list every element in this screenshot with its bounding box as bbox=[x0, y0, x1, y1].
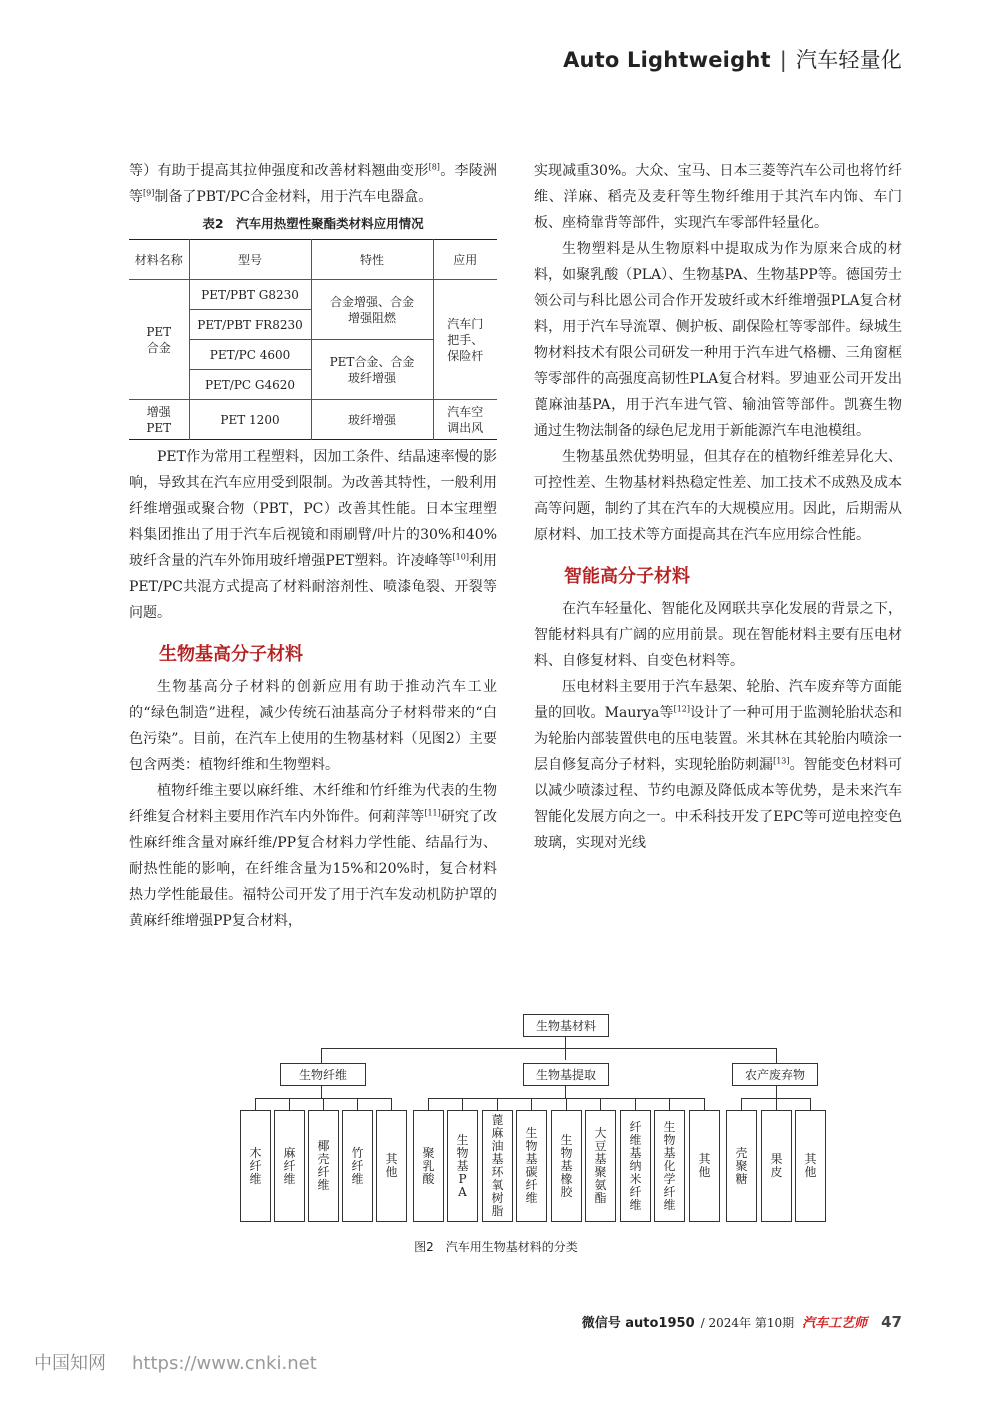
tree-leaf-node bbox=[689, 1110, 720, 1222]
figure-bio-materials-tree bbox=[235, 1010, 835, 1242]
leaf-label: 其他 bbox=[698, 1152, 711, 1179]
tree-connector bbox=[776, 1086, 777, 1098]
tree-leaf-node bbox=[654, 1110, 685, 1222]
leaf-label: 聚乳酸 bbox=[422, 1145, 435, 1186]
header-chinese-title: 汽车轻量化 bbox=[796, 48, 902, 72]
leaf-label: 木纤维 bbox=[249, 1145, 262, 1186]
table-header-cell: 应用 bbox=[433, 240, 497, 280]
tree-leaf-node bbox=[447, 1110, 478, 1222]
leaf-label: 大豆基聚氨酯 bbox=[594, 1126, 607, 1205]
tree-leaf-node bbox=[413, 1110, 444, 1222]
tree-connector bbox=[391, 1098, 392, 1110]
tree-connector bbox=[497, 1098, 498, 1110]
tree-connector bbox=[810, 1098, 811, 1110]
text-run: 。智能变色材料可以减少喷漆过程、节约电源及降低成本等优势，是未来汽车智能化发展方向之一。中禾科技开发了EPC等可逆电控变色玻璃，实现对光线 bbox=[534, 757, 903, 851]
leaf-label: 生物基橡胶 bbox=[560, 1132, 573, 1199]
text-run: 等）有助于提高其拉伸强度和改善材料翘曲变形 bbox=[129, 163, 429, 179]
text-run: 设计了一种可用于监测轮胎状态和为轮胎内部装置供电的压电装置。米其林在其轮胎内喷涂一层自修复高分子材料，实现轮胎防刺漏 bbox=[534, 705, 902, 773]
table-cell-model: PET 1200 bbox=[189, 400, 311, 440]
text-run: PET作为常用工程塑料，因加工条件、结晶速率慢的影响，导致其在汽车应用受到限制。为改善其特性，一般利用纤维增强或聚合物（PBT，PC）改善其性能。日本宝理塑料集团推出了用于汽车后视镜和雨刷臂/叶片的30%和40%玻纤含量的汽车外饰用玻纤增强PET塑料。许凌峰等 bbox=[129, 449, 497, 569]
left-column bbox=[129, 158, 497, 934]
citation-ref: [12] bbox=[673, 704, 690, 714]
tree-connector bbox=[566, 1098, 567, 1110]
tree-leaf-node bbox=[376, 1110, 407, 1222]
tree-connector bbox=[565, 1086, 566, 1098]
tree-connector bbox=[321, 1048, 777, 1049]
tree-connector bbox=[635, 1098, 636, 1110]
tree-connector bbox=[704, 1098, 705, 1110]
leaf-label: 果皮 bbox=[770, 1152, 783, 1179]
figure-caption: 图2 汽车用生物基材料的分类 bbox=[414, 1240, 578, 1254]
cell-text: 汽车空调出风 bbox=[447, 404, 484, 435]
cell-text: 合金增强、合金增强阻燃 bbox=[329, 294, 414, 325]
page-footer bbox=[582, 1312, 902, 1331]
leaf-label: 生物基PA bbox=[456, 1132, 469, 1199]
cnki-watermark bbox=[34, 1349, 317, 1375]
leaf-label: 其他 bbox=[385, 1152, 398, 1179]
tree-leaf-node bbox=[274, 1110, 305, 1222]
header-english-title: Auto Lightweight bbox=[563, 48, 771, 72]
tree-leaf-node bbox=[482, 1110, 513, 1222]
tree-leaf-node bbox=[308, 1110, 339, 1222]
leaf-label: 壳聚糖 bbox=[735, 1145, 748, 1186]
tree-category-node: 生物基提取 bbox=[523, 1063, 609, 1086]
tree-leaf-node bbox=[551, 1110, 582, 1222]
materials-table bbox=[129, 239, 497, 440]
page-number: 47 bbox=[881, 1313, 902, 1331]
tree-category-node: 农产废弃物 bbox=[732, 1063, 818, 1086]
watermark-name: 中国知网 bbox=[34, 1353, 106, 1374]
footer-issue: / 2024年 第10期 bbox=[700, 1316, 795, 1330]
section-heading-smart: 智能高分子材料 bbox=[564, 566, 690, 587]
tree-connector bbox=[357, 1098, 358, 1110]
tree-leaf-node bbox=[620, 1110, 651, 1222]
right-column bbox=[534, 158, 902, 856]
table-header-cell: 材料名称 bbox=[129, 240, 189, 280]
table-row bbox=[129, 400, 497, 440]
right-paragraph-3: 在汽车轻量化、智能化及网联共享化发展的背景之下，智能材料具有广阔的应用前景。现在智能材料主要有压电材料、自修复材料、自变色材料等。 bbox=[534, 601, 902, 669]
leaf-label: 竹纤维 bbox=[351, 1145, 364, 1186]
left-paragraph-0 bbox=[129, 158, 497, 210]
right-paragraph-0: 实现减重30%。大众、宝马、日本三菱等汽车公司也将竹纤维、洋麻、稻壳及麦秆等生物纤维用于其汽车内饰、车门板、座椅靠背等部件，实现汽车零部件轻量化。 bbox=[534, 163, 902, 231]
citation-ref: [11] bbox=[424, 808, 441, 818]
header-separator: | bbox=[779, 48, 787, 72]
tree-connector bbox=[462, 1098, 463, 1110]
table-row bbox=[129, 280, 497, 310]
table-cell-property bbox=[311, 340, 433, 400]
text-run: 植物纤维主要以麻纤维、木纤维和竹纤维为代表的生物纤维复合材料主要用作汽车内外饰件。何莉萍等 bbox=[129, 783, 497, 825]
text-run: 压电材料主要用于汽车悬架、轮胎、汽车废弃等方面能量的回收。Maurya等 bbox=[534, 679, 902, 721]
table-cell-model: PET/PC G4620 bbox=[189, 370, 311, 400]
tree-connector bbox=[600, 1098, 601, 1110]
footer-wechat-id: 微信号 auto1950 bbox=[581, 1316, 695, 1331]
tree-leaf-node bbox=[761, 1110, 792, 1222]
leaf-label: 生物基碳纤维 bbox=[525, 1126, 538, 1205]
tree-leaf-node bbox=[240, 1110, 271, 1222]
tree-connector bbox=[741, 1098, 742, 1110]
table-cell-property bbox=[311, 280, 433, 340]
tree-connector bbox=[255, 1098, 256, 1110]
citation-ref: [13] bbox=[773, 756, 790, 766]
table-cell-model: PET/PBT FR8230 bbox=[189, 310, 311, 340]
footer-journal-logo: 汽车工艺师 bbox=[802, 1316, 868, 1331]
tree-connector bbox=[321, 1086, 322, 1098]
table-cell-model: PET/PC 4600 bbox=[189, 340, 311, 370]
tree-category-node: 生物纤维 bbox=[280, 1063, 366, 1086]
tree-root-node: 生物基材料 bbox=[523, 1014, 609, 1037]
tree-connector bbox=[776, 1048, 777, 1063]
right-paragraph-2: 生物基虽然优势明显，但其存在的植物纤维差异化大、可控性差、生物基材料热稳定性差、加工技术不成熟及成本高等问题，制约了其在汽车的大规模应用。因此，后期需从原材料、加工技术等方面提高其在汽车应用综合性能。 bbox=[534, 449, 902, 543]
watermark-url: https://www.cnki.net bbox=[132, 1353, 317, 1374]
tree-connector bbox=[669, 1098, 670, 1110]
tree-connector bbox=[428, 1098, 429, 1110]
left-paragraph-1 bbox=[129, 444, 497, 626]
cell-text: 汽车门把手、保险杆 bbox=[447, 316, 484, 363]
table-cell-property: 玻纤增强 bbox=[311, 400, 433, 440]
tree-connector bbox=[321, 1048, 322, 1063]
leaf-label: 麻纤维 bbox=[283, 1145, 296, 1186]
leaf-label: 生物基化学纤维 bbox=[663, 1119, 676, 1212]
cell-text: PET合金 bbox=[146, 324, 172, 355]
right-paragraph-1: 生物塑料是从生物原料中提取成为作为原来合成的材料，如聚乳酸（PLA）、生物基PA、生物基PP等。德国劳士领公司与科比恩公司合作开发玻纤或木纤维增强PLA复合材料，用于汽车导流罩、侧护板、副保险杠等零部件。绿城生物材料技术有限公司研发一种用于汽车进气格栅、三角窗框等零部件的高强度高韧性PLA复合材料。罗迪亚公司开发出蓖麻油基PA，用于汽车进气管、输油管等部件。凯赛生物通过生物法制备的绿色尼龙用于新能源汽车电池模组。 bbox=[534, 241, 902, 439]
tree-connector bbox=[323, 1098, 324, 1110]
table-cell-application bbox=[433, 280, 497, 400]
text-run: 制备了PBT/PC合金材料，用于汽车电器盒。 bbox=[154, 189, 433, 205]
table-header-cell: 型号 bbox=[189, 240, 311, 280]
left-paragraph-3 bbox=[129, 778, 497, 934]
table-header-cell: 特性 bbox=[311, 240, 433, 280]
section-heading-bio: 生物基高分子材料 bbox=[159, 644, 303, 665]
running-header bbox=[563, 44, 902, 74]
left-paragraph-2: 生物基高分子材料的创新应用有助于推动汽车工业的“绿色制造”进程，减少传统石油基高分子材料带来的“白色污染”。目前，在汽车上使用的生物基材料（见图2）主要包含两类：植物纤维和生物塑料。 bbox=[129, 679, 497, 773]
tree-connector bbox=[289, 1098, 290, 1110]
tree-leaf-node bbox=[795, 1110, 826, 1222]
tree-leaf-node bbox=[342, 1110, 373, 1222]
table-cell-model: PET/PBT G8230 bbox=[189, 280, 311, 310]
text-run: 研究了改性麻纤维含量对麻纤维/PP复合材料力学性能、结晶行为、耐热性能的影响，在纤维含量为15%和20%时，复合材料热力学性能最佳。福特公司开发了用于汽车发动机防护罩的黄麻纤维增强PP复合材料， bbox=[129, 809, 498, 929]
table-cell-material bbox=[129, 400, 189, 440]
text-run: 利用PET/PC共混方式提高了材料耐溶剂性、喷漆龟裂、开裂等问题。 bbox=[129, 553, 498, 621]
tree-connector bbox=[531, 1098, 532, 1110]
citation-ref: [8] bbox=[428, 162, 440, 172]
tree-leaf-node bbox=[585, 1110, 616, 1222]
table-title: 表2 汽车用热塑性聚酯类材料应用情况 bbox=[202, 216, 424, 231]
tree-connector bbox=[776, 1098, 777, 1110]
cell-text: PET合金、合金玻纤增强 bbox=[329, 354, 415, 385]
leaf-label: 蓖麻油基环氧树脂 bbox=[491, 1113, 504, 1218]
tree-leaf-node bbox=[516, 1110, 547, 1222]
citation-ref: [10] bbox=[452, 552, 469, 562]
table-header-row bbox=[129, 240, 497, 280]
cell-text: 增强PET bbox=[146, 404, 172, 435]
table-cell-material bbox=[129, 280, 189, 400]
leaf-label: 椰壳纤维 bbox=[317, 1139, 330, 1192]
right-paragraph-4 bbox=[534, 674, 902, 856]
leaf-label: 其他 bbox=[804, 1152, 817, 1179]
tree-leaf-node bbox=[726, 1110, 757, 1222]
citation-ref: [9] bbox=[143, 188, 155, 198]
table-cell-application bbox=[433, 400, 497, 440]
leaf-label: 纤维基纳米纤维 bbox=[629, 1119, 642, 1212]
text-run: 。李陵洲等 bbox=[129, 163, 498, 205]
